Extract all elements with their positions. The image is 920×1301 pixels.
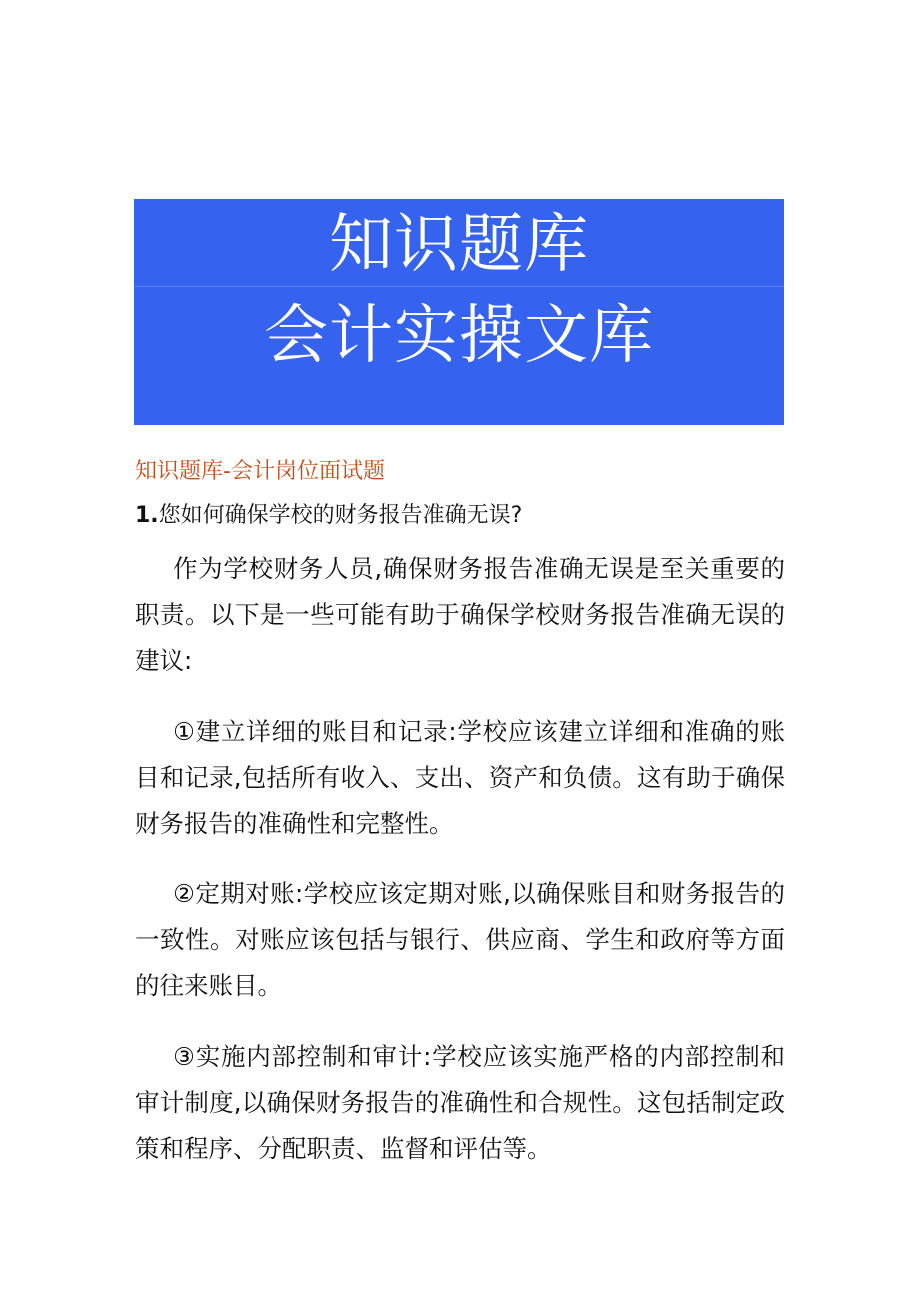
- question-text: 您如何确保学校的财务报告准确无误?: [158, 503, 523, 528]
- banner-divider: [134, 286, 784, 287]
- answer-intro: 作为学校财务人员,确保财务报告准确无误是至关重要的职责。以下是一些可能有助于确保学校财务报告准确无误的建议:: [135, 554, 785, 675]
- title-banner: [134, 199, 784, 425]
- document-body: [135, 452, 785, 1196]
- answer-point-2: ②定期对账:学校应该定期对账,以确保账目和财务报告的一致性。对账应该包括与银行、供应商、学生和政府等方面的往来账目。: [135, 879, 785, 1000]
- banner-title: 知识题库: [329, 208, 589, 282]
- answer-point-3: ③实施内部控制和审计:学校应该实施严格的内部控制和审计制度,以确保财务报告的准确性和合规性。这包括制定政策和程序、分配职责、监督和评估等。: [135, 1041, 785, 1163]
- question: [135, 494, 785, 538]
- banner-subtitle: 会计实操文库: [264, 299, 654, 373]
- answer-point-1: ①建立详细的账目和记录:学校应该建立详细和准确的账目和记录,包括所有收入、支出、资产和负债。这有助于确保财务报告的准确性和完整性。: [135, 716, 785, 838]
- section-heading: 知识题库-会计岗位面试题: [135, 459, 385, 484]
- question-number: 1.: [135, 503, 159, 528]
